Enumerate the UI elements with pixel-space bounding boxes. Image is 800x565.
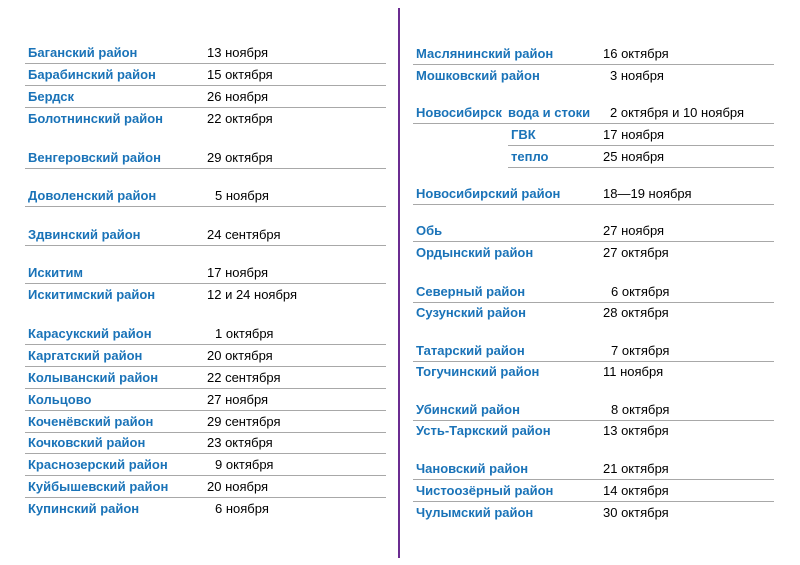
- district-name: Северный район: [416, 284, 526, 299]
- schedule-row: [25, 107, 386, 129]
- schedule-row: [413, 182, 774, 205]
- schedule-row: [25, 322, 386, 345]
- date-value: 28 октября: [603, 305, 669, 320]
- date-value: 14 октября: [603, 483, 669, 498]
- district-name: Венгеровский район: [28, 150, 161, 165]
- date-value: 12 и 24 ноября: [207, 287, 298, 302]
- schedule-row: [413, 42, 774, 65]
- schedule-row: [413, 501, 774, 523]
- district-name: Карасукский район: [28, 326, 152, 341]
- district-name: Мошковский район: [416, 68, 540, 83]
- date-value: 17 ноября: [207, 265, 269, 280]
- schedule-row: [25, 366, 386, 389]
- district-name: Усть-Таркский район: [416, 423, 551, 438]
- date-value: 5 ноября: [215, 188, 269, 203]
- date-value: 27 ноября: [207, 392, 269, 407]
- date-value: 29 сентября: [207, 414, 281, 429]
- district-name: Куйбышевский район: [28, 479, 169, 494]
- schedule-row: [25, 431, 386, 454]
- district-name: Купинский район: [28, 501, 140, 516]
- date-value: 20 ноября: [207, 479, 269, 494]
- district-name: Чановский район: [416, 461, 529, 476]
- date-value: 18—19 ноября: [603, 186, 692, 201]
- district-name: Обь: [416, 223, 443, 238]
- district-name: Маслянинский район: [416, 46, 554, 61]
- date-value: 13 ноября: [207, 45, 269, 60]
- schedule-row: [413, 241, 774, 263]
- schedule-row: [25, 283, 386, 305]
- date-value: 29 октября: [207, 150, 273, 165]
- district-name: Ордынский район: [416, 245, 534, 260]
- date-value: 26 ноября: [207, 89, 269, 104]
- date-value: 20 октября: [207, 348, 273, 363]
- date-value: 24 сентября: [207, 227, 281, 242]
- schedule-row: [25, 41, 386, 64]
- district-name: Кольцово: [28, 392, 92, 407]
- district-name: Тогучинский район: [416, 364, 540, 379]
- schedule-row: [413, 339, 774, 362]
- schedule-row: [25, 146, 386, 169]
- schedule-row: [25, 344, 386, 367]
- date-value: 21 октября: [603, 461, 669, 476]
- date-value: 23 октября: [207, 435, 273, 450]
- service-name: вода и стоки: [508, 105, 591, 120]
- district-name: Татарский район: [416, 343, 525, 358]
- district-name: Колыванский район: [28, 370, 159, 385]
- schedule-row: [413, 457, 774, 480]
- district-name: Чулымский район: [416, 505, 534, 520]
- schedule-row: [413, 301, 774, 323]
- date-value: 16 октября: [603, 46, 669, 61]
- schedule-row: [413, 101, 774, 124]
- schedule-row: [25, 85, 386, 108]
- date-value: 15 октября: [207, 67, 273, 82]
- district-name: Доволенский район: [28, 188, 157, 203]
- district-name: Здвинский район: [28, 227, 141, 242]
- district-name: Барабинский район: [28, 67, 156, 82]
- schedule-row: [413, 479, 774, 502]
- schedule-row: [25, 475, 386, 498]
- schedule-row: [508, 123, 774, 146]
- district-name: Баганский район: [28, 45, 138, 60]
- schedule-row: [413, 64, 774, 86]
- schedule-row: [25, 453, 386, 476]
- schedule-row: [25, 261, 386, 284]
- district-name: Краснозерский район: [28, 457, 168, 472]
- date-value: 27 ноября: [603, 223, 665, 238]
- date-value: 22 октября: [207, 111, 273, 126]
- schedule-row: [413, 398, 774, 421]
- date-value: 9 октября: [215, 457, 274, 472]
- schedule-row: [413, 280, 774, 303]
- service-name: ГВК: [511, 127, 536, 142]
- column-divider: [398, 8, 400, 558]
- date-value: 30 октября: [603, 505, 669, 520]
- schedule-row: [25, 410, 386, 433]
- district-name: Кочковский район: [28, 435, 146, 450]
- district-name: Сузунский район: [416, 305, 526, 320]
- date-value: 22 сентября: [207, 370, 281, 385]
- date-value: 27 октября: [603, 245, 669, 260]
- schedule-row: [508, 145, 774, 168]
- district-name: Болотнинский район: [28, 111, 164, 126]
- date-value: 25 ноября: [603, 149, 665, 164]
- date-value: 17 ноября: [603, 127, 665, 142]
- date-value: 1 октября: [215, 326, 274, 341]
- district-name: Искитимский район: [28, 287, 156, 302]
- district-name: Новосибирский район: [416, 186, 561, 201]
- district-name: Бердск: [28, 89, 75, 104]
- district-name: Чистоозёрный район: [416, 483, 554, 498]
- schedule-row: [413, 219, 774, 242]
- service-name: тепло: [511, 149, 549, 164]
- date-value: 6 ноября: [215, 501, 269, 516]
- schedule-row: [413, 419, 774, 441]
- district-name: Новосибирск: [416, 105, 502, 120]
- date-value: 8 октября: [611, 402, 670, 417]
- schedule-row: [25, 184, 386, 207]
- schedule-row: [25, 223, 386, 246]
- schedule-row: [25, 63, 386, 86]
- schedule-row: [25, 497, 386, 519]
- district-name: Каргатский район: [28, 348, 143, 363]
- date-value: 3 ноября: [610, 68, 664, 83]
- schedule-row: [25, 388, 386, 411]
- date-value: 7 октября: [611, 343, 670, 358]
- district-name: Коченёвский район: [28, 414, 154, 429]
- schedule-row: [413, 360, 774, 382]
- district-name: Убинский район: [416, 402, 520, 417]
- date-value: 2 октября и 10 ноября: [610, 105, 745, 120]
- district-name: Искитим: [28, 265, 84, 280]
- date-value: 13 октября: [603, 423, 669, 438]
- date-value: 11 ноября: [603, 364, 664, 379]
- date-value: 6 октября: [611, 284, 670, 299]
